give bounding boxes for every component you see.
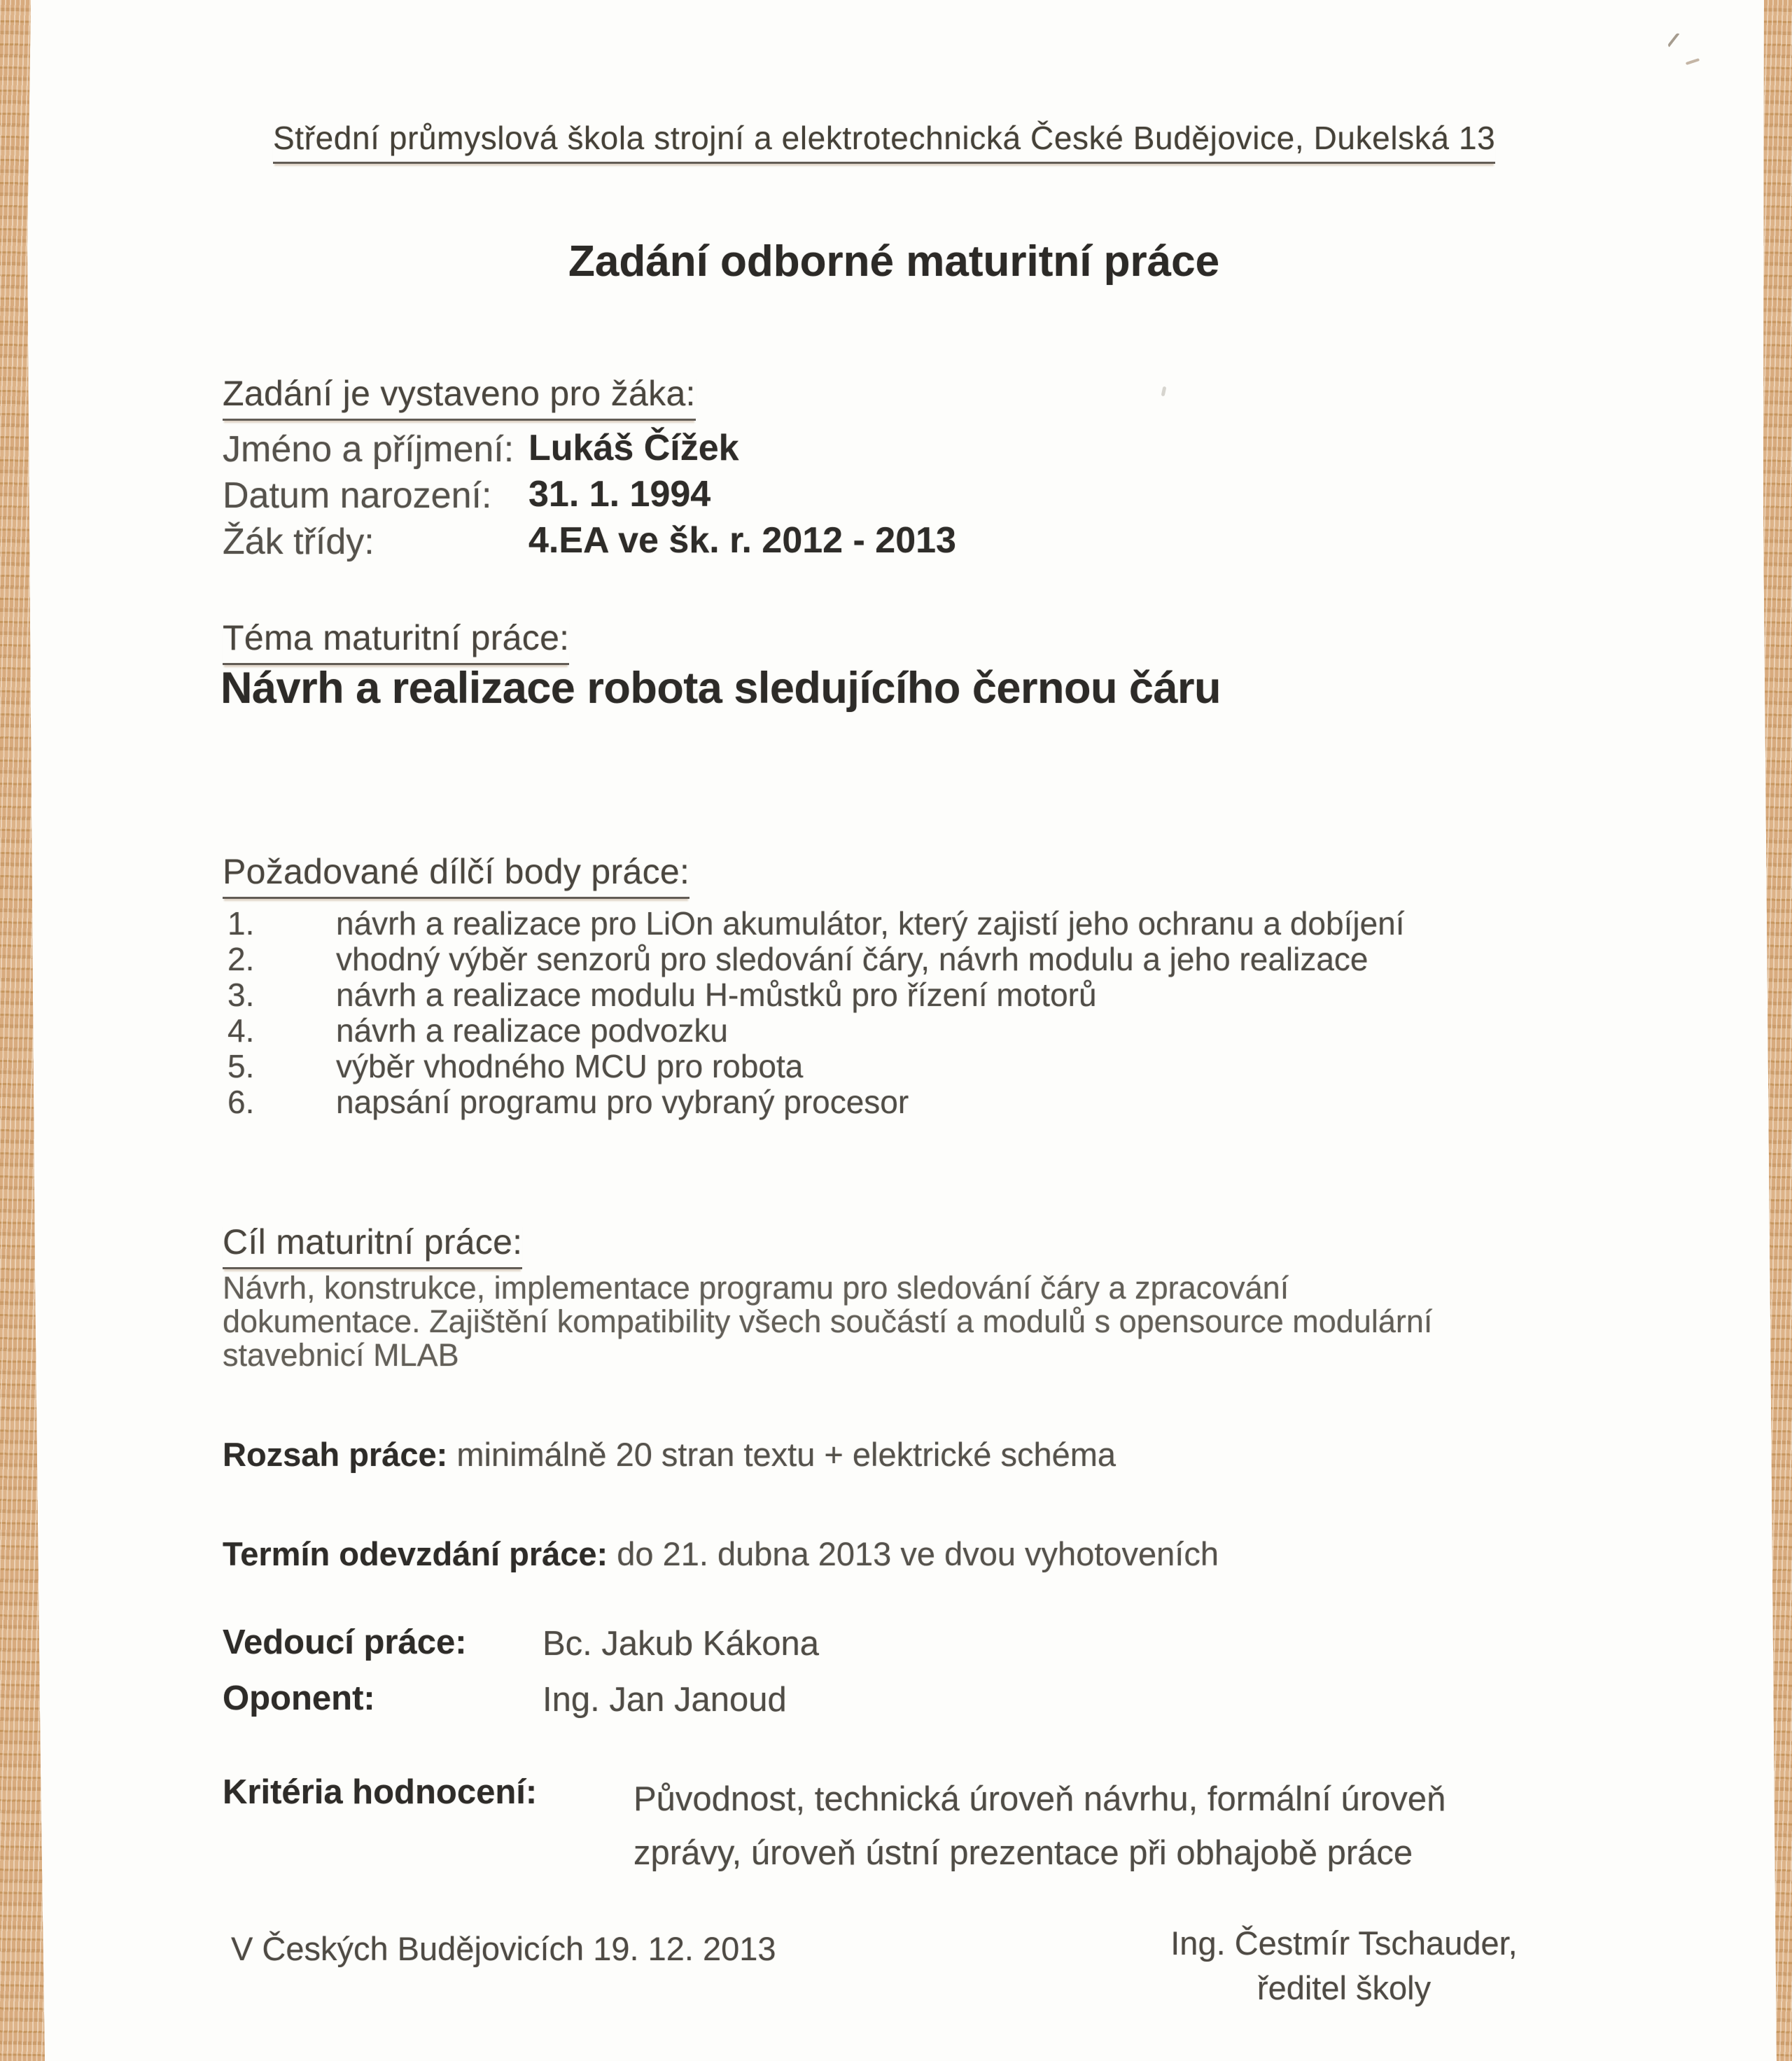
- goal-line: dokumentace. Zajištění kompatibility všech součástí a modulů s opensource modulární: [223, 1304, 1433, 1339]
- scope-value: minimálně 20 stran textu + elektrické schéma: [447, 1436, 1116, 1473]
- goal-line: Návrh, konstrukce, implementace programu pro sledování čáry a zpracování: [223, 1270, 1289, 1306]
- list-item-text: vhodný výběr senzorů pro sledování čáry, návrh modulu a jeho realizace: [336, 941, 1368, 977]
- criteria-line: Původnost, technická úroveň návrhu, formální úroveň: [634, 1780, 1446, 1818]
- criteria-line: zprávy, úroveň ústní prezentace při obhajobě práce: [634, 1834, 1413, 1872]
- list-item-number: 3.: [227, 977, 255, 1013]
- list-item: [227, 940, 1405, 976]
- scope-row: [223, 1435, 1116, 1474]
- desk-wood-edge-left: [0, 0, 49, 2061]
- list-item-text: návrh a realizace pro LiOn akumulátor, který zajistí jeho ochranu a dobíjení: [336, 905, 1405, 942]
- list-item: [227, 1012, 1405, 1047]
- list-item: [227, 1047, 1405, 1083]
- scan-artifact: [1161, 386, 1167, 397]
- criteria-value: [634, 1773, 1446, 1880]
- list-item-text: napsání programu pro vybraný procesor: [336, 1084, 909, 1120]
- student-section-heading: Zadání je vystaveno pro žáka:: [223, 373, 696, 421]
- desk-wood-edge-right: [1753, 0, 1792, 2061]
- supervisor-value: Bc. Jakub Kákona: [542, 1625, 819, 1663]
- signature-role: ředitel školy: [1256, 1969, 1432, 2006]
- list-item: [227, 976, 1405, 1012]
- class-label: Žák třídy:: [223, 522, 374, 562]
- list-item-number: 4.: [227, 1012, 255, 1049]
- list-item-text: návrh a realizace modulu H-můstků pro řízení motorů: [336, 977, 1097, 1013]
- birth-date-value: 31. 1. 1994: [528, 474, 711, 515]
- scan-artifact: [1667, 32, 1681, 49]
- supervisor-label: Vedoucí práce:: [223, 1623, 467, 1661]
- place-and-date: V Českých Budějovicích 19. 12. 2013: [231, 1930, 776, 1967]
- deadline-row: [223, 1535, 1219, 1573]
- school-header-text: Střední průmyslová škola strojní a elektrotechnická České Budějovice, Dukelská 13: [273, 119, 1495, 164]
- list-item-number: 6.: [227, 1084, 255, 1120]
- requirements-list: [227, 904, 1405, 1119]
- deadline-value: do 21. dubna 2013 ve dvou vyhotoveních: [608, 1535, 1219, 1572]
- goal-line: stavebnicí MLAB: [223, 1337, 459, 1373]
- birth-date-label: Datum narození:: [223, 475, 492, 516]
- list-item-number: 5.: [227, 1048, 255, 1084]
- list-item-number: 2.: [227, 941, 255, 977]
- opponent-value: Ing. Jan Janoud: [542, 1681, 787, 1719]
- list-item: [227, 904, 1405, 940]
- criteria-label: Kritéria hodnocení:: [223, 1773, 538, 1811]
- document-title: Zadání odborné maturitní práce: [568, 237, 1220, 286]
- list-item-text: návrh a realizace podvozku: [336, 1012, 728, 1049]
- student-name-value: Lukáš Čížek: [528, 428, 739, 468]
- signature-block: [1134, 1921, 1554, 2011]
- topic-section-heading: Téma maturitní práce:: [223, 617, 569, 665]
- goal-section-heading: Cíl maturitní práce:: [223, 1222, 522, 1269]
- school-header: [273, 119, 1495, 164]
- deadline-label: Termín odevzdání práce:: [223, 1535, 608, 1572]
- goal-paragraph: [223, 1271, 1432, 1372]
- signature-name: Ing. Čestmír Tschauder,: [1170, 1924, 1518, 1962]
- student-name-label: Jméno a příjmení:: [223, 429, 514, 470]
- list-item-text: výběr vhodného MCU pro robota: [336, 1048, 804, 1084]
- scope-label: Rozsah práce:: [223, 1436, 448, 1473]
- list-item-number: 1.: [227, 905, 255, 942]
- class-value: 4.EA ve šk. r. 2012 - 2013: [528, 520, 956, 561]
- opponent-label: Oponent:: [223, 1679, 375, 1717]
- thesis-topic-title: Návrh a realizace robota sledujícího černou čáru: [220, 664, 1221, 713]
- scan-artifact: [1686, 58, 1700, 65]
- list-item: [227, 1083, 1405, 1119]
- requirements-section-heading: Požadované dílčí body práce:: [223, 851, 690, 899]
